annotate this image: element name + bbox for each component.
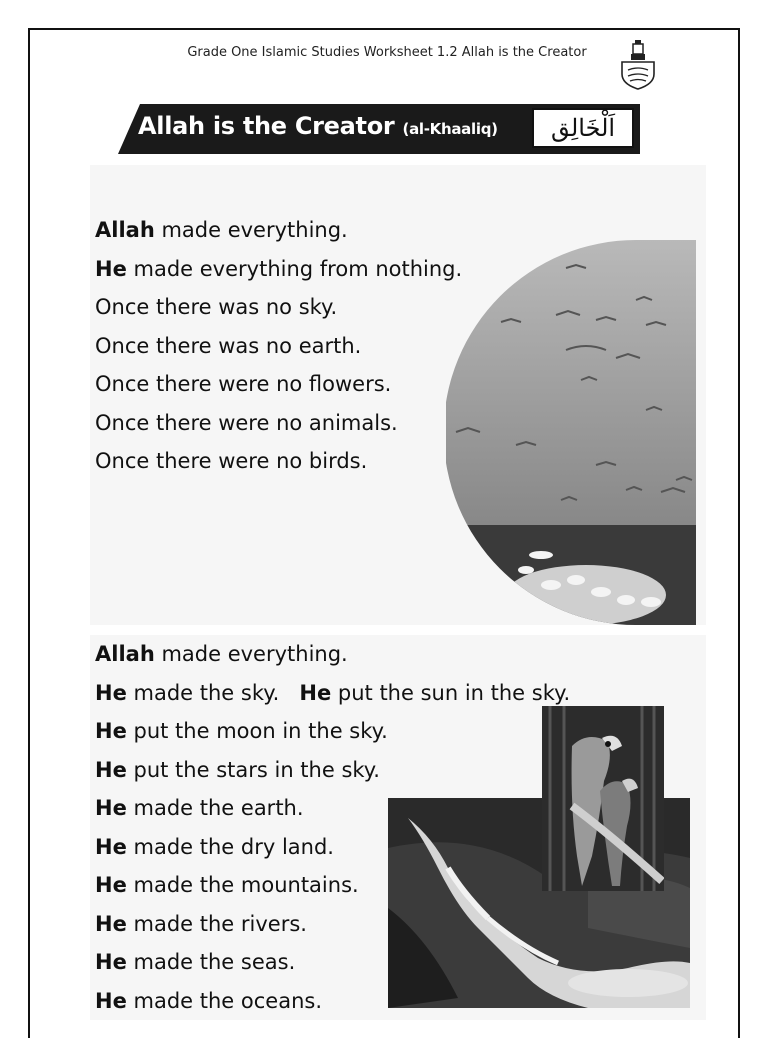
text-line: Once there was no earth.: [95, 333, 362, 358]
section1-text: [95, 211, 462, 481]
banner-title-text: Allah is the Creator: [138, 112, 395, 140]
text-line: Allah made everything.: [95, 642, 348, 666]
text-line: He made the dry land.: [95, 834, 334, 859]
text-line: Once there was no sky.: [95, 295, 338, 319]
text-line: Once there were no flowers.: [95, 372, 392, 396]
text-line: Once there were no animals.: [95, 410, 398, 435]
arabic-title: اَلْخَالِق: [532, 108, 634, 148]
birds-photo: [446, 240, 696, 625]
text-line: Allah made everything.: [95, 218, 348, 242]
text-line: He made the oceans.: [95, 988, 323, 1013]
text-line: He put the stars in the sky.: [95, 757, 380, 782]
text-line: Once there were no birds.: [95, 449, 368, 473]
text-line: He made the earth.: [95, 796, 304, 820]
parrots-photo: [542, 706, 664, 891]
banner-title: [138, 112, 498, 140]
worksheet-title: Grade One Islamic Studies Worksheet 1.2 Allah is the Creator: [187, 45, 587, 60]
text-line: He made everything from nothing.: [95, 256, 463, 281]
text-line: He made the sky. He put the sun in the sky.: [95, 680, 571, 705]
school-logo-icon: [618, 38, 658, 90]
text-line: He made the mountains.: [95, 873, 359, 897]
banner-subtitle: (al-Khaaliq): [402, 120, 498, 138]
text-line: He made the rivers.: [95, 911, 307, 936]
text-line: He made the seas.: [95, 950, 296, 974]
text-line: He put the moon in the sky.: [95, 719, 388, 743]
